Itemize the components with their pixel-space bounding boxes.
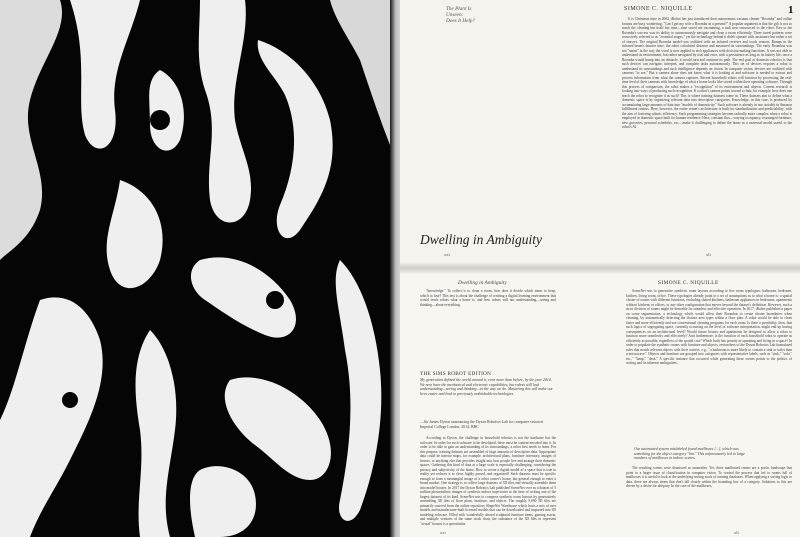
- page-fold-shadow: [400, 262, 800, 274]
- halftone-face-photo: [0, 0, 392, 537]
- page-number: xxi: [444, 252, 450, 257]
- chapter-number: 1: [788, 4, 794, 16]
- marginalia-line: Does It Help?: [446, 18, 476, 25]
- block-quote: Our automated system mislabeled found mailboxes [...], which was something for the object category "bin." This unfortunately led to large numbers of mailboxes in indoor scenes.: [634, 447, 745, 461]
- epigraph-quote: My generation defined the world around it, even more than before, by the year 2014. We now have the mechanical and electronic capabilities, but robots still lack understanding—seeing and thinking—in the way we do. Mastering this will make our lives easier and lead to previously unthinkable technologies.: [420, 378, 553, 396]
- marginalia-line: Unseen:: [446, 12, 464, 19]
- section-heading: THE SIMS ROBOT EDITION: [420, 371, 492, 377]
- running-author: SIMONE C. NIQUILLE: [658, 280, 719, 286]
- body-column-bottom-right: [626, 289, 792, 443]
- marginalia: [446, 6, 516, 25]
- body-column-bottom-left: [420, 436, 556, 529]
- body-text: According to Dyson, the challenge in household robotics is not the hardware but the software. In order for such software to be developed, there must be content encoded into it. In order to be able to gain an understanding of its surroundings, a robot first needs to learn. For this purpose, training datasets are assembled of large amounts of descriptive data. Appropriate data could be interior maps, for example, architectural plans, furniture inventory, images of houses, or anything else that provides insight into how people live and arrange their domestic spaces. Gathering this kind of data at a large scale is especially challenging, considering the privacy and subjectivity of the home. How to create a digital model of a space that is true to reality yet reduces it to clear, highly parsed, and organized? Such datasets must be specific enough to form a meaningful image of a robot owner's house, but general enough to enter a broad market. One strategy is to collect large datasets of 3D files and virtually assemble them into model houses. In 2017 the Dyson Robotics Lab published SceneNet over as a dataset of 5 million photorealistic images of synthetic indoor trajectories at the time of writing one of the largest datasets of its kind. SceneNet sets to compose synthetic room layouts by generatively assembling 3D files of floor plans, furniture, and objects. The roughly 5,000 3D files are primarily sourced from the online repository ShapeNet Warehouse which hosts a mix of user models and manufacturer-built licensed models that can be downloaded and imported into 3D modeling software. Filled with wonderfully absurd sculptural furniture items, gaming assets, and multiple versions of the same stock chair, the substance of the 3D files to represent "actual" houses is a speculation.: [420, 436, 556, 526]
- epigraph-attribution: —Sir James Dyson announcing the Dyson Robotics Lab for computer vision at Imperial College London, 2014, BBC: [420, 420, 544, 429]
- page-number: xxi: [440, 530, 446, 535]
- body-text: It is Christmas time in 2002, iRobot has just introduced their autonomous vacuum cleaner "Roomba" and online forums are busy wondering, "Can I get my wife a Roomba as a present?" A popular argument is that the gift is not so much the cleaning but itself but time—time saved not vacuuming, a task now outsourced to the robot. Key to the Roomba's success was its ability to autonomously navigate and clean a room efficiently. Three travel patterns were recursively referred to as "essential stages," yet the technology behind it didn't operate with assistance but rather a set of sensors. The original Roomba model was outfitted with an infrared receiver and touch sensors. Bumps in the infrared beam's bounce time, the robot calculated distance and measured its surroundings. The early Roombas was not "smart" in the way the word is now applied to tech appliances with decision-making functions. It was not able to understand its environment, but rather navigated by trial and error, with a persistence as long as its battery life: once a Roomba would bump into an obstacle, it would turn and continue its path. The end goal of domestic robotics is that such devices can navigate, interpret, and complete tasks autonomously. This set of devices requires a robot to understand its surroundings and such intelligence depends on vision. In computer vision, devices are outfitted with cameras "to see." But a camera alone does not know what it is looking at and software is needed to extract and process information from what the camera captures. Recent household robots will function by processing the real-time feed of their cameras with knowledge of what a home looks like stored within their operating software. Through this process of comparison, the robot makes a "recognition" of its environment and objects. Current research is looking into ways of producing such recognition. If a robot's camera points toward a chair, for example, how does one teach the robot to recognize it as such? This is where training datasets come in. These datasets aim to define what a domestic space is by organizing relevant data into descriptive categories. Knowledge, in this case, is produced by accumulating large amounts of data into "models of domesticity." Such software is already in use, notably in Amazon fulfillment centers. Here, however, the entire center's architecture is built for standardization and predictability, with the aim of fostering robotic efficiency. Such programming strategies become radically more complex when a robot is employed in domestic space built for human residence. Here, constant flux—varying occupancy, rearranged furniture, new groceries, personal schedules, etc.—make it challenging to define the home as a universal model useful to the robot's AI.: [622, 17, 792, 129]
- printed-page: [400, 0, 800, 537]
- page-number: xli: [706, 252, 711, 257]
- page-number: xli: [734, 530, 739, 535]
- body-text: "knowledge." To collect is to clean a room, how does it decide which items to keep, which to lose? This text is about the challenge of creating a digital learning environment that would teach robots what a home is, and how robots will not understanding—seeing and thinking—about everything.: [420, 289, 556, 307]
- marginalia-line: The Plant Is: [446, 6, 472, 12]
- body-text: The resulting scenes were dismissed as anomalies. Yet, there mailboxed rooms are a poetic landscape that point to a larger issue of classification in computer vision. To control the process that led to rooms full of mailboxes it is useful to look at the underlying sorting stack of training databases. When applying a sorting logic to data, there are always items that don't fall clearly within the bounding box of a category. Solutions to this are driven by a desire for ubiquity. In the case of the mailboxes,: [626, 466, 792, 488]
- intro-paragraph: [420, 289, 556, 309]
- author-name: SIMONE C. NIQUILLE: [624, 6, 693, 12]
- halftone-face-photo-icon: [0, 0, 392, 537]
- body-column-bottom-right-tail: [626, 466, 792, 530]
- page-title: Dwelling in Ambiguity: [420, 232, 542, 247]
- body-text: SceneNet sets to generative synthetic room layouts according to five room typologies: bathroom, bedroom, kitchen, living room, office. These typologies already point to a set of assumptions as to what a home is: a spatial cluster of rooms with different functions, excluding shared kitchens, bathroom appliances in bedrooms, apartments without kitchens or offices, or any other configuration that moves beyond the dataset's definition. However, such a strict division of rooms might be desirable for seamless and effective operation. In 2017, iRobot published a paper on scene segmentation, a technology which would allow their Roombas to create clearer boundaries when cleaning, by automatically detecting the distinct area types within a floor plan. A robot would be able to clean faster and more efficiently and use conventional cleaning programs for each room. Is there a possibility, then, that such logics of segregating space, currently occurring on the level of software interpretation, might end up having consequences on an architectural level? Would future houses and apartments be designed to allow a robot to function more seamlessly and effectively? And furthermore, is the function of each household robot to operate as efficiently as possible, regardless of the spatial cost? Which body has priority in operating and living in a space? In order to populate the synthetic rooms with furniture and objects, researchers of the Dyson Robotics Lab formulated rules that match relevant objects with their context, e.g., "a bathroom is more likely to contain a sink or toilet than a microwave." Objects and furniture are grouped into categories with representative labels, such as "sink," "sofa," etc.," "lamp," "desk." A specific instance that occurred while generating these scenes points to the politics of sorting and its inherent ambiguities:: [626, 289, 792, 365]
- body-column-top-right: [622, 17, 792, 257]
- running-title: Dwelling in Ambiguity: [458, 280, 507, 286]
